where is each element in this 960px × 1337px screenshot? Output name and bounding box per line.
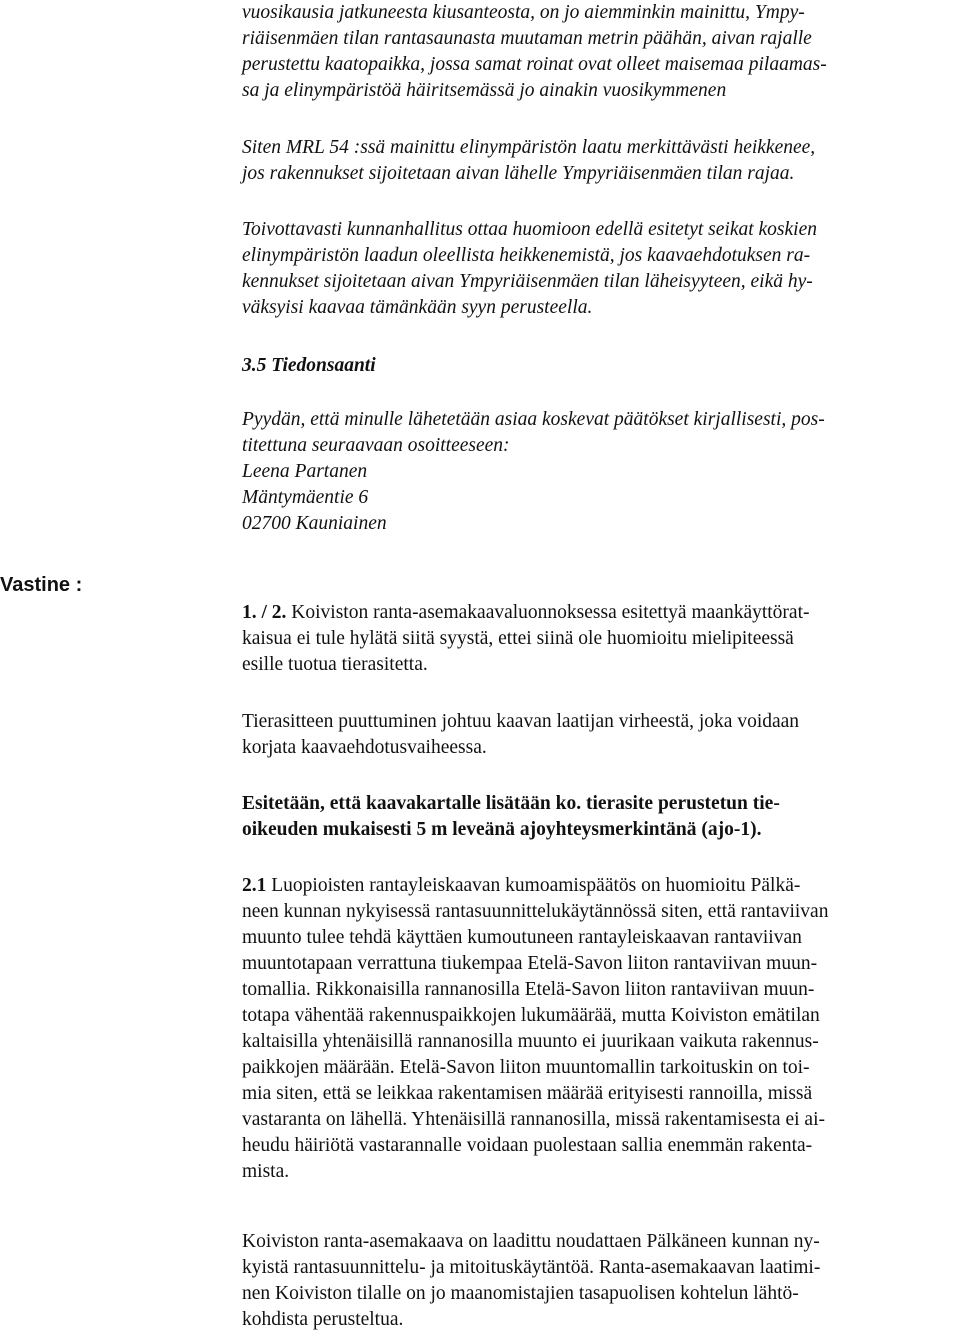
text-line: riäisenmäen tilan rantasaunasta muutaman metrin päähän, aivan rajalle: [242, 28, 812, 49]
text-line: kaisua ei tule hylätä siitä syystä, ettei siinä ole huomioitu mielipiteessä: [242, 628, 794, 649]
response-paragraph-2: [242, 709, 958, 761]
text-line: titettuna seuraavaan osoitteeseen:: [242, 435, 510, 456]
response-paragraph-1: [242, 600, 958, 678]
text-line: vuosikausia jatkuneesta kiusanteosta, on jo aiemminkin mainittu, Ympy-: [242, 2, 805, 23]
proposal-paragraph: [242, 791, 958, 843]
text-line: nen Koiviston tilalle on jo maanomistajien tasapuolisen kohtelun lähtö-: [242, 1283, 799, 1304]
text-fragment: Koiviston ranta-asemakaavaluonnoksessa esitettyä maankäyttörat-: [286, 602, 810, 623]
text-line: kohdista perusteltua.: [242, 1309, 404, 1330]
text-line: sa ja elinympäristöä häiritsemässä jo ainakin vuosikymmenen: [242, 80, 727, 101]
hope-paragraph: [242, 217, 958, 321]
text-line: neen kunnan nykyisessä rantasuunnittelukäytännössä siten, että rantaviivan: [242, 901, 829, 922]
text-line: oikeuden mukaisesti 5 m leveänä ajoyhteysmerkintänä (ajo-1).: [242, 819, 762, 840]
address-street: Mäntymäentie 6: [242, 487, 369, 508]
response-number: 1. / 2.: [242, 602, 287, 623]
response-side-label: Vastine :: [0, 574, 83, 596]
text-line: muuntotapaan verrattuna tiukempaa Etelä-Savon liiton rantaviivan muun-: [242, 953, 818, 974]
mrl-paragraph: [242, 135, 958, 187]
response-number: 2.1: [242, 875, 267, 896]
address-postal: 02700 Kauniainen: [242, 513, 387, 534]
text-line: Esitetään, että kaavakartalle lisätään ko. tierasite perustetun tie-: [242, 793, 780, 814]
text-line: Toivottavasti kunnanhallitus ottaa huomioon edellä esitetyt seikat koskien: [242, 219, 817, 240]
intro-paragraph: [242, 0, 958, 104]
text-line: kennukset sijoitetaan aivan Ympyriäisenmäen tilan läheisyyteen, eikä hy-: [242, 271, 813, 292]
text-line: mia siten, että se leikkaa rakentamisen määrää erityisesti rannoilla, missä: [242, 1083, 813, 1104]
text-line: paikkojen määrään. Etelä-Savon liiton muuntomallin tarkoituskin on toi-: [242, 1057, 810, 1078]
text-line: kyistä rantasuunnittelu- ja mitoituskäytäntöä. Ranta-asemakaavan laatimi-: [242, 1257, 821, 1278]
text-line: esille tuotua tierasitetta.: [242, 654, 428, 675]
text-line: mista.: [242, 1161, 290, 1182]
text-line: heudu häiriötä vastarannalle voidaan puolestaan sallia enemmän rakenta-: [242, 1135, 813, 1156]
text-line: Pyydän, että minulle lähetetään asiaa koskevat päätökset kirjallisesti, pos-: [242, 409, 825, 430]
text-line: Tierasitteen puuttuminen johtuu kaavan laatijan virheestä, joka voidaan: [242, 711, 800, 732]
text-line: Koiviston ranta-asemakaava on laadittu noudattaen Pälkäneen kunnan ny-: [242, 1231, 820, 1252]
text-line: muunto tulee tehdä käyttäen kumoutuneen rantayleiskaavan rantaviivan: [242, 927, 802, 948]
request-paragraph: [242, 407, 958, 537]
text-fragment: Luopioisten rantayleiskaavan kumoamispäätös on huomioitu Pälkä-: [266, 875, 801, 896]
text-line: vastaranta on lähellä. Yhtenäisillä rannanosilla, missä rakentamisesta ei ai-: [242, 1109, 825, 1130]
text-line: elinympäristön laadun oleellista heikkenemistä, jos kaavaehdotuksen ra-: [242, 245, 811, 266]
text-line: väksyisi kaavaa tämänkään syyn perusteella.: [242, 297, 593, 318]
text-line: korjata kaavaehdotusvaiheessa.: [242, 737, 487, 758]
response-paragraph-4: [242, 1229, 958, 1333]
response-paragraph-3: [242, 873, 958, 1185]
address-name: Leena Partanen: [242, 461, 368, 482]
text-line: Siten MRL 54 :ssä mainittu elinympäristön laatu merkittävästi heikkenee,: [242, 137, 816, 158]
text-line: [242, 873, 958, 899]
text-line: tomallia. Rikkonaisilla rannanosilla Etelä-Savon liiton rantaviivan muun-: [242, 979, 815, 1000]
text-line: kaltaisilla yhtenäisillä rannanosilla muunto ei juurikaan vaikuta rakennus-: [242, 1031, 819, 1052]
text-line: perustettu kaatopaikka, jossa samat roinat ovat olleet maisemaa pilaamas-: [242, 54, 827, 75]
text-line: [242, 600, 958, 626]
section-heading: 3.5 Tiedonsaanti: [242, 355, 376, 376]
text-line: jos rakennukset sijoitetaan aivan lähelle Ympyriäisenmäen tilan rajaa.: [242, 163, 795, 184]
text-line: totapa vähentää rakennuspaikkojen lukumäärää, mutta Koiviston emätilan: [242, 1005, 820, 1026]
